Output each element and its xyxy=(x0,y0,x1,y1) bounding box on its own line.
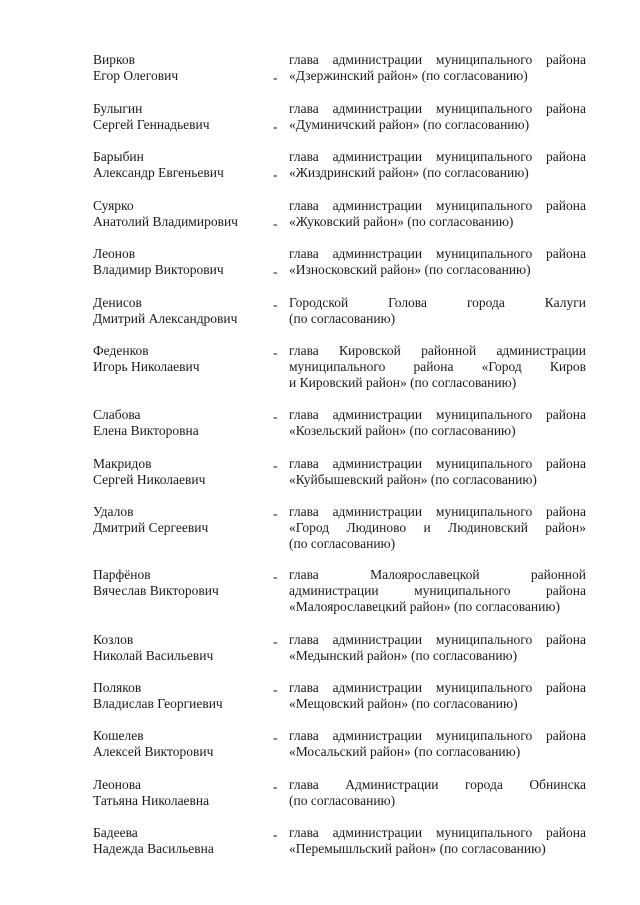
position-line: «Козельский район» (по согласованию) xyxy=(289,423,516,438)
given-names: Вячеслав Викторович xyxy=(93,583,219,598)
surname: Денисов xyxy=(93,295,142,310)
surname: Леонова xyxy=(93,777,141,792)
given-names: Надежда Васильевна xyxy=(93,841,214,856)
position-line: администрации муниципального района xyxy=(289,583,586,598)
dash-separator: - xyxy=(273,827,278,842)
dash-separator: - xyxy=(273,779,278,794)
surname: Парфёнов xyxy=(93,567,151,582)
position-line: (по согласованию) xyxy=(289,536,396,551)
position-line: «Износковский район» (по согласованию) xyxy=(289,262,531,277)
given-names: Алексей Викторович xyxy=(93,744,214,759)
surname: Поляков xyxy=(93,680,142,695)
surname: Феденков xyxy=(93,343,149,358)
position-line: и Кировский район» (по согласованию) xyxy=(289,375,517,390)
person-name xyxy=(93,728,263,760)
position-line: (по согласованию) xyxy=(289,793,396,808)
position-text xyxy=(289,246,586,278)
person-name xyxy=(93,825,263,857)
position-line: глава администрации муниципального района xyxy=(289,52,586,67)
position-text xyxy=(289,777,586,809)
position-line: глава Малоярославецкой районной xyxy=(289,567,586,582)
position-text xyxy=(289,343,586,391)
position-line: глава администрации муниципального района xyxy=(289,680,586,695)
dash-separator: - xyxy=(273,216,278,231)
position-line: глава Кировской районной администрации xyxy=(289,343,586,358)
dash-separator: - xyxy=(273,682,278,697)
person-name xyxy=(93,295,263,327)
position-line: глава Администрации города Обнинска xyxy=(289,777,586,792)
dash-separator: - xyxy=(273,345,278,360)
position-text xyxy=(289,198,586,230)
person-name xyxy=(93,456,263,488)
given-names: Александр Евгеньевич xyxy=(93,165,224,180)
position-line: глава администрации муниципального района xyxy=(289,407,586,422)
position-text xyxy=(289,632,586,664)
dash-separator: - xyxy=(273,297,278,312)
position-text xyxy=(289,101,586,133)
dash-separator: - xyxy=(273,458,278,473)
position-line: глава администрации муниципального района xyxy=(289,632,586,647)
dash-separator: - xyxy=(273,506,278,521)
position-line: «Перемышльский район» (по согласованию) xyxy=(289,841,546,856)
given-names: Егор Олегович xyxy=(93,68,179,83)
given-names: Игорь Николаевич xyxy=(93,359,200,374)
position-text xyxy=(289,567,586,615)
person-name xyxy=(93,632,263,664)
position-line: глава администрации муниципального района xyxy=(289,456,586,471)
given-names: Сергей Николаевич xyxy=(93,472,206,487)
dash-separator: - xyxy=(273,119,278,134)
position-line: Городской Голова города Калуги xyxy=(289,295,586,310)
person-name xyxy=(93,198,263,230)
surname: Козлов xyxy=(93,632,134,647)
dash-separator: - xyxy=(273,264,278,279)
position-line: «Мосальский район» (по согласованию) xyxy=(289,744,521,759)
person-name xyxy=(93,343,263,375)
person-name xyxy=(93,149,263,181)
given-names: Дмитрий Сергеевич xyxy=(93,520,209,535)
position-line: «Жиздринский район» (по согласованию) xyxy=(289,165,529,180)
given-names: Дмитрий Александрович xyxy=(93,311,238,326)
position-line: (по согласованию) xyxy=(289,311,396,326)
dash-separator: - xyxy=(273,167,278,182)
position-line: «Думиничский район» (по согласованию) xyxy=(289,117,530,132)
position-line: глава администрации муниципального района xyxy=(289,149,586,164)
position-line: «Дзержинский район» (по согласованию) xyxy=(289,68,528,83)
position-line: глава администрации муниципального района xyxy=(289,101,586,116)
given-names: Владимир Викторович xyxy=(93,262,224,277)
person-name xyxy=(93,777,263,809)
position-line: «Куйбышевский район» (по согласованию) xyxy=(289,472,537,487)
position-text xyxy=(289,504,586,552)
given-names: Сергей Геннадьевич xyxy=(93,117,210,132)
position-line: глава администрации муниципального района xyxy=(289,246,586,261)
surname: Макридов xyxy=(93,456,152,471)
surname: Булыгин xyxy=(93,101,143,116)
position-text xyxy=(289,680,586,712)
dash-separator: - xyxy=(273,569,278,584)
position-text xyxy=(289,728,586,760)
position-line: «Город Людиново и Людиновский район» xyxy=(289,520,586,535)
person-name xyxy=(93,101,263,133)
position-text xyxy=(289,52,586,84)
position-line: «Мещовский район» (по согласованию) xyxy=(289,696,518,711)
position-line: муниципального района «Город Киров xyxy=(289,359,586,374)
position-text xyxy=(289,456,586,488)
given-names: Николай Васильевич xyxy=(93,648,214,663)
surname: Вирков xyxy=(93,52,135,67)
position-line: «Медынский район» (по согласованию) xyxy=(289,648,518,663)
given-names: Владислав Георгиевич xyxy=(93,696,223,711)
position-line: глава администрации муниципального района xyxy=(289,198,586,213)
dash-separator: - xyxy=(273,409,278,424)
person-name xyxy=(93,680,263,712)
position-text xyxy=(289,149,586,181)
position-text xyxy=(289,825,586,857)
surname: Суярко xyxy=(93,198,134,213)
surname: Кошелев xyxy=(93,728,144,743)
dash-separator: - xyxy=(273,70,278,85)
surname: Слабова xyxy=(93,407,141,422)
dash-separator: - xyxy=(273,730,278,745)
given-names: Татьяна Николаевна xyxy=(93,793,210,808)
position-line: «Жуковский район» (по согласованию) xyxy=(289,214,514,229)
surname: Барыбин xyxy=(93,149,144,164)
person-name xyxy=(93,567,263,599)
position-line: глава администрации муниципального района xyxy=(289,825,586,840)
person-name xyxy=(93,246,263,278)
position-line: глава администрации муниципального района xyxy=(289,504,586,519)
dash-separator: - xyxy=(273,634,278,649)
surname: Бадеева xyxy=(93,825,138,840)
position-line: глава администрации муниципального района xyxy=(289,728,586,743)
given-names: Елена Викторовна xyxy=(93,423,199,438)
position-text xyxy=(289,407,586,439)
person-name xyxy=(93,407,263,439)
position-line: «Малоярославецкий район» (по согласованию) xyxy=(289,599,560,614)
given-names: Анатолий Владимирович xyxy=(93,214,238,229)
person-name xyxy=(93,504,263,536)
person-name xyxy=(93,52,263,84)
surname: Удалов xyxy=(93,504,134,519)
surname: Леонов xyxy=(93,246,136,261)
position-text xyxy=(289,295,586,327)
